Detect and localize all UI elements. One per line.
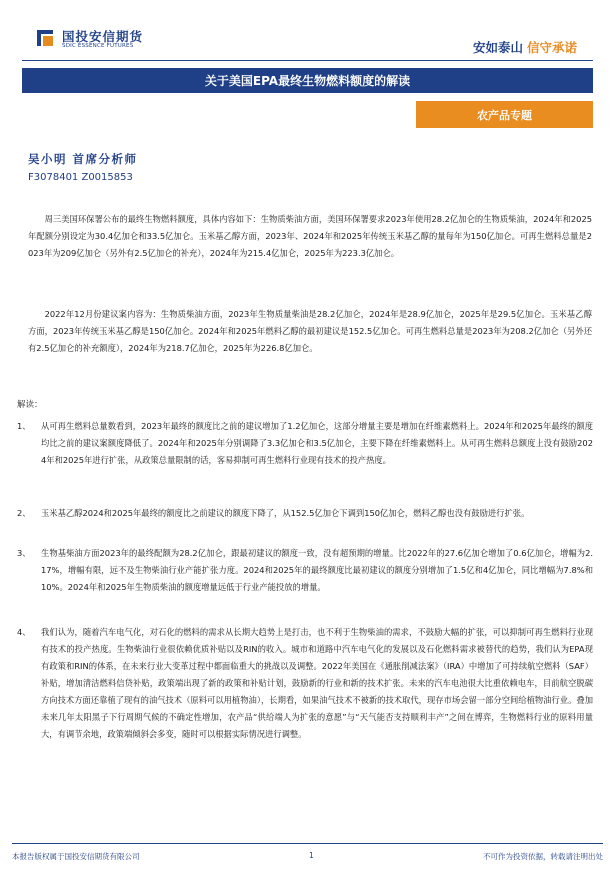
list-item-text: 生物基柴油方面2023年的最终配额为28.2亿加仑，跟最初建议的额度一致，没有超预期的增量。比2022年的27.6亿加仑增加了0.6亿加仑，增幅为2.17%，增幅有限，远不及生物柴油行业产能扩张力度。2024和2025年的最终额度比最初建议的额度分别增加了1.5亿和4亿加仑，同比增幅为7.8%和10%。2024年和2025年生物质柴油的额度增量远低于行业产能投放的增量。 [41,548,593,592]
slogan-part-1: 安如泰山 [472,40,523,55]
list-item-text: 玉米基乙醇2024和2025年最终的额度比之前建议的额度下降了，从152.5亿加仑下调到150亿加仑，燃料乙醇也没有鼓励进行扩张。 [41,508,530,518]
report-title [22,68,593,93]
list-item-number: 2、 [17,508,31,518]
list-item-text: 我们认为，随着汽车电气化，对石化的燃料的需求从长期大趋势上是打击，也不利于生物柴油的需求，不鼓励大幅的扩张，可以抑制可再生燃料行业现有技术的投产热度。生物柴油行业很依赖优质补贴以及RIN的收入。城市和道路中汽车电气化的发展以及石化燃料需求被替代的趋势，我们认为EPA现有政策和RIN的体系，在未来行业大变革过程中都面临重大的挑战以及调整。2022年美国在《通胀削减法案》（IRA）中增加了可持续航空燃料（SAF）补贴，增加清洁燃料信贷补贴，政策端出现了新的政策和补贴计划，鼓励新的行业和新的技术扩张。未来的汽车电池很大比重依赖电车，目前航空脱碳方向技术方面还靠植了现有的油气技术（原料可以用植物油），长期看，如果油气技术不被新的技术取代，现存市场会留一部分空间给植物油行业。叠加未来几年太阳黑子下行周期气候的不确定性增加，农产品“供给端人为扩张的意愿”与“天气能否支持顺利丰产”之间在博弈，生物燃料行业的原料用量大，有调节余地，政策端倾斜会多变，随时可以根据实际情况进行调整。 [41,627,593,739]
report-title-text: 关于美国EPA最终生物燃料额度的解读 [204,74,411,88]
author-license-ids: F3078401 Z0015853 [28,172,133,183]
slogan [473,38,577,56]
company-name-cn: 国投安信期货 [62,29,144,44]
list-item-number: 3、 [17,548,31,558]
list-item [17,418,593,469]
paragraph-proposal: 2022年12月份建议案内容为：生物质柴油方面，2023年生物质量柴油是28.2亿加仑，2024年是28.9亿加仑，2025年是29.5亿加仑。玉米基乙醇方面，2023年传统玉米基乙醇是150亿加仑。2024年和2025年燃料乙醇的最初建议是152.5亿加仑。可再生燃料总量是2023年为208.2亿加仑（另外还有2.5亿加仑的补充额度），2024年为218.7亿加仑，2025年为226.8亿加仑。 [28,309,592,353]
category-tag-text: 农产品专题 [477,108,532,122]
footer-copyright: 本报告版权属于国投安信期货有限公司 [12,852,140,861]
author-name: 吴小明 首席分析师 [28,152,138,166]
company-name-en: SDIC ESSENCE FUTURES [62,43,134,49]
header-divider [22,60,593,61]
footer-disclaimer: 不可作为投资依据，转载请注明出处 [483,852,603,861]
list-item [17,545,593,596]
list-item [17,505,593,522]
list-item [17,624,593,743]
company-logo-icon [35,28,55,48]
list-item-number: 1、 [17,421,31,431]
category-tag [416,101,593,128]
footer-divider [12,843,603,844]
page-number: 1 [309,851,314,860]
slogan-part-2: 信守承诺 [526,40,577,55]
list-item-number: 4、 [17,627,31,637]
paragraph-final-rule: 周三美国环保署公布的最终生物燃料额度，具体内容如下：生物质柴油方面，美国环保署要求2023年使用28.2亿加仑的生物质柴油，2024年和2025年配额分别设定为30.4亿加仑和33.5亿加仑。玉米基乙醇方面，2023年、2024年和2025年传统玉米基乙醇的量每年为150亿加仑。可再生燃料总量是2023年为209亿加仑（另外有2.5亿加仑的补充），2024年为215.4亿加仑，2025年为223.3亿加仑。 [28,214,592,258]
list-item-text: 从可再生燃料总量数看到，2023年最终的额度比之前的建议增加了1.2亿加仑，这部分增量主要是增加在纤维素燃料上。2024年和2025年最终的额度均比之前的建议案额度降低了。2024年和2025年分别调降了3.3亿加仑和3.5亿加仑，主要下降在纤维素燃料上。从可再生燃料总额度上没有鼓励2024年和2025年进行扩张，从政策总量限制的话，客易抑制可再生燃料行业现有技术的投产热度。 [41,421,593,465]
interpretation-heading: 解读： [17,400,43,410]
